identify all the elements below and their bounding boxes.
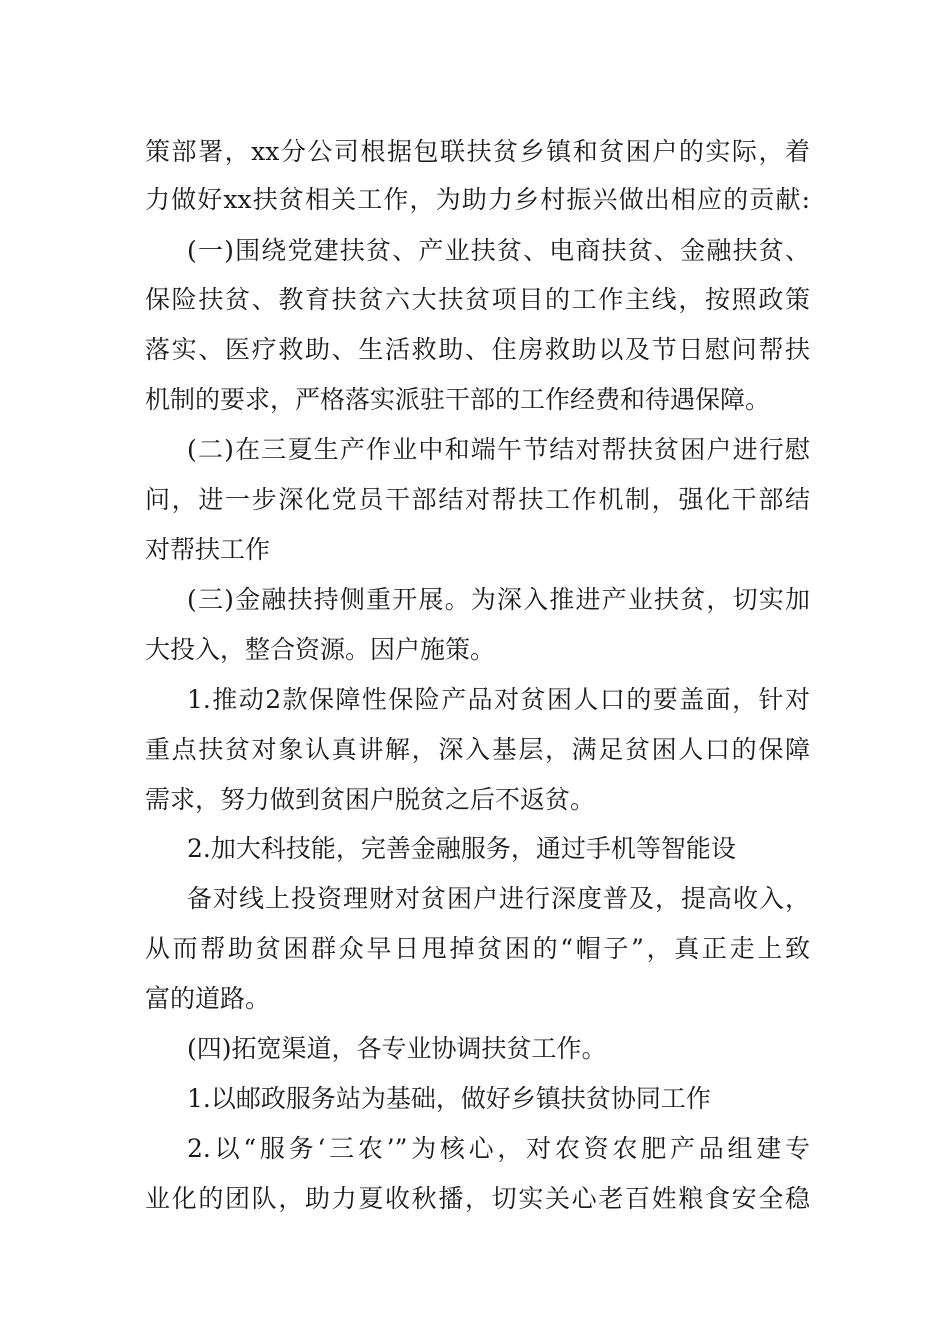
section-heading-3: (三)金融扶持侧重开展。为深入推进产业扶贫，切实加 [187, 585, 810, 614]
body-text-line: 业化的团队，助力夏收秋播，切实关心老百姓粮食安全稳 [145, 1184, 810, 1213]
list-item-line: 2.加大科技能，完善金融服务，通过手机等智能设 [187, 834, 736, 863]
body-text-line: 策部署，xx分公司根据包联扶贫乡镇和贫困户的实际，着 [145, 137, 810, 166]
list-item-line: 2.以“服务‘三农’”为核心，对农资农肥产品组建专 [187, 1134, 810, 1163]
list-item-line: 1.以邮政服务站为基础，做好乡镇扶贫协同工作 [187, 1084, 711, 1113]
section-heading-4: (四)拓宽渠道，各专业协调扶贫工作。 [187, 1034, 607, 1063]
body-text-line: 大投入，整合资源。因户施策。 [145, 635, 496, 664]
body-text-line: 力做好xx扶贫相关工作，为助力乡村振兴做出相应的贡献: [145, 185, 810, 214]
section-heading-1: (一)围绕党建扶贫、产业扶贫、电商扶贫、金融扶贫、 [187, 236, 810, 265]
body-text-line: 问，进一步深化党员干部结对帮扶工作机制，强化干部结 [145, 485, 810, 514]
body-text-line: 从而帮助贫困群众早日甩掉贫困的“帽子”，真正走上致 [145, 934, 810, 963]
body-text-line: 落实、医疗救助、生活救助、住房救助以及节日慰问帮扶 [145, 335, 810, 364]
body-text-line: 备对线上投资理财对贫困户进行深度普及，提高收入， [187, 884, 810, 913]
list-item-line: 1.推动2款保障性保险产品对贫困人口的要盖面，针对 [187, 685, 810, 714]
body-text-line: 保险扶贫、教育扶贫六大扶贫项目的工作主线，按照政策 [145, 285, 810, 314]
body-text-line: 重点扶贫对象认真讲解，深入基层，满足贫困人口的保障 [145, 735, 810, 764]
body-text-line: 富的道路。 [145, 984, 271, 1013]
section-heading-2: (二)在三夏生产作业中和端午节结对帮扶贫困户进行慰 [187, 435, 810, 464]
body-text-line: 机制的要求，严格落实派驻干部的工作经费和待遇保障。 [145, 385, 771, 414]
body-text-line: 需求，努力做到贫困户脱贫之后不返贫。 [145, 785, 596, 814]
body-text-line: 对帮扶工作 [145, 535, 271, 564]
